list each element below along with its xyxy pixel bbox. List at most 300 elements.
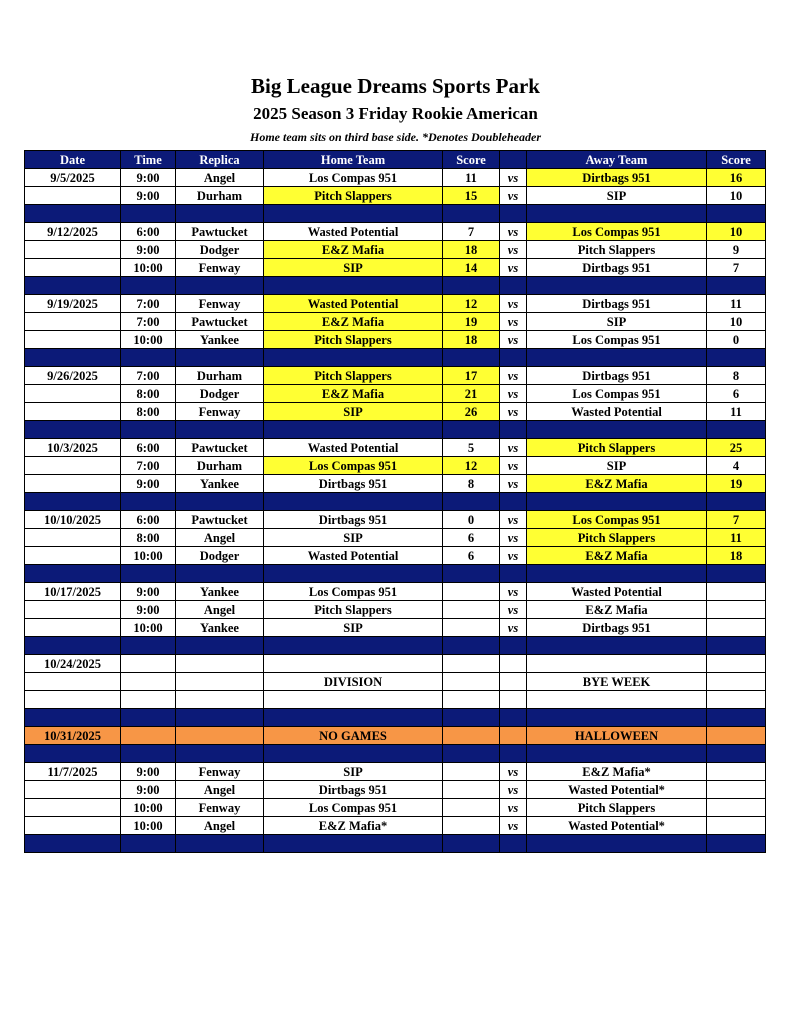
cell-home-score [443,781,500,799]
cell-home-score: 12 [443,295,500,313]
cell-home-team: Los Compas 951 [264,169,443,187]
cell-time: 8:00 [121,403,176,421]
separator-cell [527,745,707,763]
cell-home-team [264,655,443,673]
cell-away-score [707,799,766,817]
table-row [25,763,766,781]
cell-time: 10:00 [121,259,176,277]
cell-vs: vs [500,799,527,817]
cell-date [25,817,121,835]
cell-vs [500,673,527,691]
cell-date [25,241,121,259]
cell-time: 6:00 [121,439,176,457]
cell-vs: vs [500,385,527,403]
cell-away-team: HALLOWEEN [527,727,707,745]
cell-time: 10:00 [121,331,176,349]
cell-away-team: Dirtbags 951 [527,367,707,385]
table-row [25,583,766,601]
separator-cell [443,565,500,583]
cell-away-score [707,601,766,619]
separator-cell [264,349,443,367]
cell-date [25,619,121,637]
separator-cell [527,421,707,439]
cell-time: 9:00 [121,169,176,187]
separator-cell [527,277,707,295]
cell-home-team: Wasted Potential [264,223,443,241]
cell-home-score: 0 [443,511,500,529]
separator-cell [264,205,443,223]
separator-cell [443,349,500,367]
separator-cell [500,493,527,511]
separator-cell [176,493,264,511]
col-header-away-score: Score [707,151,766,169]
cell-home-team: Pitch Slappers [264,601,443,619]
separator-cell [121,421,176,439]
cell-vs: vs [500,781,527,799]
cell-replica: Dodger [176,385,264,403]
separator-cell [443,277,500,295]
cell-date: 10/17/2025 [25,583,121,601]
cell-replica: Fenway [176,799,264,817]
separator-cell [176,349,264,367]
cell-home-score [443,691,500,709]
separator-cell [121,745,176,763]
table-row [25,187,766,205]
cell-away-team: Pitch Slappers [527,439,707,457]
separator-cell [264,565,443,583]
cell-home-team [264,691,443,709]
cell-away-score: 10 [707,313,766,331]
cell-date: 10/31/2025 [25,727,121,745]
col-header-home-team: Home Team [264,151,443,169]
cell-date: 11/7/2025 [25,763,121,781]
cell-home-team: SIP [264,259,443,277]
separator-cell [527,637,707,655]
cell-home-team: SIP [264,763,443,781]
separator-cell [707,835,766,853]
cell-vs: vs [500,511,527,529]
cell-date [25,403,121,421]
cell-replica: Durham [176,187,264,205]
cell-away-score [707,673,766,691]
cell-date [25,691,121,709]
separator-cell [527,709,707,727]
cell-vs: vs [500,439,527,457]
separator-cell [707,493,766,511]
cell-home-score: 6 [443,547,500,565]
cell-away-team: Pitch Slappers [527,241,707,259]
table-row [25,817,766,835]
cell-home-team: Wasted Potential [264,439,443,457]
separator-cell [443,493,500,511]
cell-away-score [707,763,766,781]
cell-away-score: 16 [707,169,766,187]
separator-cell [707,205,766,223]
col-header-vs [500,151,527,169]
cell-replica: Yankee [176,475,264,493]
cell-date [25,529,121,547]
cell-away-score: 9 [707,241,766,259]
separator-cell [500,835,527,853]
cell-away-team: Dirtbags 951 [527,619,707,637]
separator-cell [527,349,707,367]
week-separator-row [25,709,766,727]
cell-away-team [527,691,707,709]
cell-time: 9:00 [121,583,176,601]
cell-date: 10/24/2025 [25,655,121,673]
cell-away-score: 8 [707,367,766,385]
separator-cell [25,835,121,853]
table-row [25,799,766,817]
cell-date [25,673,121,691]
cell-home-score [443,763,500,781]
table-row [25,619,766,637]
cell-home-team: Dirtbags 951 [264,511,443,529]
cell-date [25,457,121,475]
separator-cell [121,637,176,655]
cell-away-team: BYE WEEK [527,673,707,691]
cell-away-team: Dirtbags 951 [527,295,707,313]
table-row [25,313,766,331]
cell-replica: Yankee [176,583,264,601]
cell-away-score: 7 [707,259,766,277]
cell-home-score: 15 [443,187,500,205]
cell-away-score [707,817,766,835]
separator-cell [264,277,443,295]
cell-replica: Pawtucket [176,439,264,457]
table-row [25,367,766,385]
cell-replica: Fenway [176,295,264,313]
separator-cell [25,349,121,367]
table-row [25,511,766,529]
separator-cell [176,637,264,655]
separator-cell [121,565,176,583]
separator-cell [176,277,264,295]
separator-cell [121,835,176,853]
table-row [25,439,766,457]
cell-home-score: 17 [443,367,500,385]
cell-away-team: Pitch Slappers [527,799,707,817]
separator-cell [500,565,527,583]
separator-cell [25,277,121,295]
cell-away-score [707,781,766,799]
cell-vs: vs [500,313,527,331]
cell-vs: vs [500,367,527,385]
cell-vs: vs [500,187,527,205]
cell-vs [500,727,527,745]
table-row [25,781,766,799]
cell-away-team: Wasted Potential* [527,817,707,835]
table-row [25,655,766,673]
separator-cell [500,709,527,727]
cell-home-score: 7 [443,223,500,241]
cell-away-score [707,619,766,637]
separator-cell [25,493,121,511]
cell-date [25,601,121,619]
cell-date: 9/26/2025 [25,367,121,385]
cell-home-score: 18 [443,241,500,259]
cell-time: 10:00 [121,799,176,817]
separator-cell [707,421,766,439]
separator-cell [527,565,707,583]
cell-date [25,781,121,799]
separator-cell [707,565,766,583]
cell-home-score: 18 [443,331,500,349]
separator-cell [25,205,121,223]
cell-vs: vs [500,601,527,619]
cell-time: 7:00 [121,457,176,475]
cell-home-score: 5 [443,439,500,457]
cell-home-team: E&Z Mafia [264,241,443,259]
cell-home-team: Los Compas 951 [264,799,443,817]
cell-home-score [443,727,500,745]
week-separator-row [25,637,766,655]
cell-home-score: 8 [443,475,500,493]
cell-vs: vs [500,583,527,601]
cell-replica: Pawtucket [176,511,264,529]
page-subtitle: 2025 Season 3 Friday Rookie American [253,104,538,123]
cell-time: 7:00 [121,367,176,385]
table-row [25,385,766,403]
cell-away-score: 6 [707,385,766,403]
week-separator-row [25,835,766,853]
cell-away-team: E&Z Mafia* [527,763,707,781]
cell-time: 10:00 [121,619,176,637]
cell-away-score: 7 [707,511,766,529]
cell-home-team: Los Compas 951 [264,457,443,475]
cell-date: 10/3/2025 [25,439,121,457]
separator-cell [264,835,443,853]
separator-cell [121,205,176,223]
col-header-date: Date [25,151,121,169]
cell-time [121,655,176,673]
cell-away-team: Los Compas 951 [527,385,707,403]
cell-vs: vs [500,169,527,187]
cell-replica: Angel [176,601,264,619]
cell-away-team: E&Z Mafia [527,601,707,619]
cell-vs: vs [500,529,527,547]
header-row [25,151,766,169]
table-row [25,475,766,493]
separator-cell [443,637,500,655]
cell-date [25,475,121,493]
separator-cell [176,709,264,727]
cell-away-team: SIP [527,187,707,205]
table-row [25,259,766,277]
cell-vs: vs [500,475,527,493]
table-row [25,403,766,421]
cell-home-score [443,655,500,673]
separator-cell [176,745,264,763]
cell-time: 9:00 [121,601,176,619]
cell-time [121,727,176,745]
cell-time: 8:00 [121,385,176,403]
cell-date [25,799,121,817]
cell-vs: vs [500,547,527,565]
cell-home-score: 6 [443,529,500,547]
cell-time: 9:00 [121,763,176,781]
separator-cell [527,205,707,223]
table-row [25,601,766,619]
cell-replica [176,691,264,709]
cell-date: 9/19/2025 [25,295,121,313]
cell-vs: vs [500,763,527,781]
col-header-replica: Replica [176,151,264,169]
cell-replica: Angel [176,529,264,547]
cell-date [25,313,121,331]
cell-away-score: 11 [707,295,766,313]
cell-date: 10/10/2025 [25,511,121,529]
cell-time: 10:00 [121,547,176,565]
cell-date [25,331,121,349]
cell-home-team: Pitch Slappers [264,331,443,349]
cell-replica: Durham [176,457,264,475]
cell-time: 9:00 [121,187,176,205]
cell-time: 6:00 [121,223,176,241]
cell-time: 7:00 [121,295,176,313]
cell-home-team: Los Compas 951 [264,583,443,601]
cell-away-score: 4 [707,457,766,475]
cell-home-team: E&Z Mafia* [264,817,443,835]
cell-away-team: Pitch Slappers [527,529,707,547]
cell-home-score [443,673,500,691]
cell-home-team: Wasted Potential [264,295,443,313]
holiday-row [25,727,766,745]
page-title: Big League Dreams Sports Park [251,74,540,98]
cell-home-score: 26 [443,403,500,421]
cell-away-score [707,691,766,709]
cell-home-score [443,799,500,817]
table-row [25,673,766,691]
cell-home-score [443,583,500,601]
separator-cell [176,835,264,853]
table-row [25,457,766,475]
cell-time: 7:00 [121,313,176,331]
cell-date: 9/12/2025 [25,223,121,241]
cell-home-team: Dirtbags 951 [264,475,443,493]
cell-away-score [707,655,766,673]
separator-cell [25,565,121,583]
separator-cell [527,835,707,853]
cell-time [121,673,176,691]
table-row [25,529,766,547]
week-separator-row [25,565,766,583]
separator-cell [176,205,264,223]
separator-cell [443,745,500,763]
separator-cell [500,277,527,295]
cell-replica: Fenway [176,259,264,277]
separator-cell [121,493,176,511]
cell-home-team: DIVISION [264,673,443,691]
cell-home-team: Dirtbags 951 [264,781,443,799]
separator-cell [443,205,500,223]
cell-date [25,187,121,205]
separator-cell [264,709,443,727]
cell-replica: Durham [176,367,264,385]
cell-vs: vs [500,259,527,277]
cell-replica [176,655,264,673]
cell-away-team: Dirtbags 951 [527,169,707,187]
cell-replica: Angel [176,781,264,799]
cell-vs: vs [500,403,527,421]
separator-cell [527,493,707,511]
week-separator-row [25,205,766,223]
cell-replica: Angel [176,169,264,187]
cell-away-score: 11 [707,529,766,547]
cell-time: 9:00 [121,475,176,493]
cell-away-team [527,655,707,673]
cell-replica: Fenway [176,763,264,781]
col-header-home-score: Score [443,151,500,169]
cell-away-team: SIP [527,313,707,331]
separator-cell [443,709,500,727]
cell-home-team: Wasted Potential [264,547,443,565]
cell-home-team: SIP [264,529,443,547]
table-row [25,691,766,709]
separator-cell [264,421,443,439]
cell-replica: Pawtucket [176,223,264,241]
cell-time [121,691,176,709]
separator-cell [707,349,766,367]
cell-vs: vs [500,223,527,241]
cell-home-team: Pitch Slappers [264,367,443,385]
cell-vs: vs [500,241,527,259]
separator-cell [25,745,121,763]
cell-away-team: Dirtbags 951 [527,259,707,277]
cell-home-team: Pitch Slappers [264,187,443,205]
week-separator-row [25,493,766,511]
cell-time: 8:00 [121,529,176,547]
cell-time: 10:00 [121,817,176,835]
cell-home-score [443,817,500,835]
page-note: Home team sits on third base side. *Denotes Doubleheader [250,130,541,144]
cell-away-score: 18 [707,547,766,565]
week-separator-row [25,277,766,295]
cell-away-team: Wasted Potential [527,403,707,421]
week-separator-row [25,421,766,439]
cell-time: 9:00 [121,781,176,799]
table-row [25,169,766,187]
cell-away-score: 10 [707,187,766,205]
cell-away-score [707,727,766,745]
cell-replica: Dodger [176,547,264,565]
cell-home-score [443,619,500,637]
separator-cell [500,205,527,223]
cell-replica: Angel [176,817,264,835]
cell-home-score: 19 [443,313,500,331]
cell-date [25,547,121,565]
cell-away-score: 25 [707,439,766,457]
cell-home-team: E&Z Mafia [264,385,443,403]
cell-replica [176,727,264,745]
table-row [25,223,766,241]
cell-date [25,259,121,277]
separator-cell [121,709,176,727]
cell-replica: Fenway [176,403,264,421]
separator-cell [121,349,176,367]
separator-cell [500,637,527,655]
cell-time: 6:00 [121,511,176,529]
separator-cell [25,637,121,655]
cell-away-score: 11 [707,403,766,421]
cell-away-team: E&Z Mafia [527,475,707,493]
cell-away-score [707,583,766,601]
separator-cell [500,349,527,367]
cell-date [25,385,121,403]
cell-vs: vs [500,295,527,313]
separator-cell [121,277,176,295]
separator-cell [707,709,766,727]
